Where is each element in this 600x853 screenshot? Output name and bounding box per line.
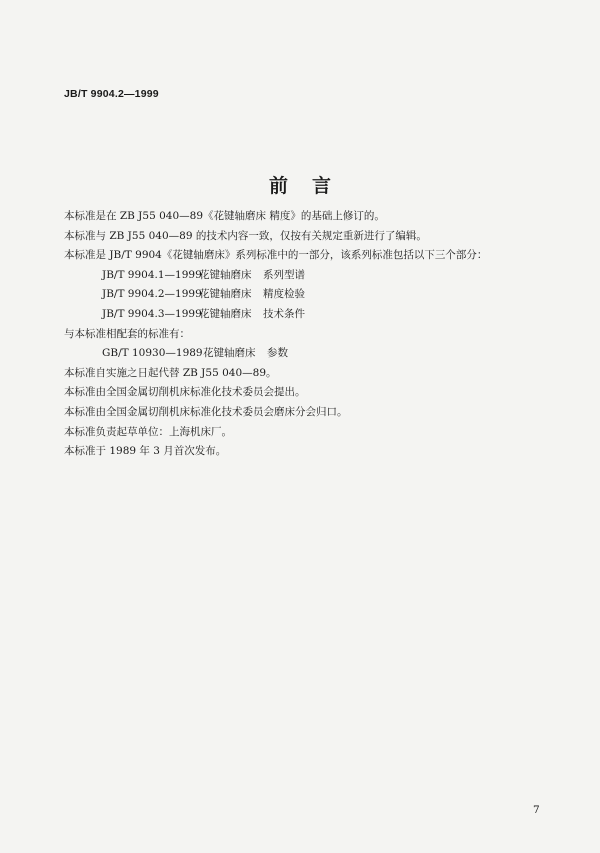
related-standard-name: 花键轴磨床: [203, 347, 256, 360]
series-part-row: [64, 285, 544, 305]
series-part-code: JB/T 9904.2—1999: [102, 288, 202, 301]
series-part-code: JB/T 9904.1—1999: [102, 268, 202, 281]
series-part-name: 花键轴磨床: [199, 288, 252, 301]
paragraph: 本标准负责起草单位：上海机床厂。: [64, 425, 232, 438]
series-part-row: [64, 305, 544, 325]
page-number: 7: [533, 804, 540, 816]
series-part-name: 花键轴磨床: [199, 307, 252, 320]
series-part-title: 精度检验: [263, 288, 305, 301]
paragraph: 本标准由全国金属切削机床标准化技术委员会提出。: [64, 386, 306, 399]
paragraph: 本标准与 ZB J55 040—89 的技术内容一致，仅按有关规定重新进行了编辑。: [64, 229, 427, 242]
series-part-code: JB/T 9904.3—1999: [102, 307, 202, 320]
foreword-body: [64, 207, 544, 462]
related-standard-row: [64, 344, 544, 364]
series-part-title: 技术条件: [263, 307, 305, 320]
series-part-title: 系列型谱: [263, 268, 305, 281]
related-standard-code: GB/T 10930—1989: [102, 347, 203, 360]
paragraph: 本标准是 JB/T 9904《花键轴磨床》系列标准中的一部分，该系列标准包括以下三个部分：: [64, 249, 488, 262]
series-part-name: 花键轴磨床: [199, 268, 252, 281]
related-standard-title: 参数: [267, 347, 288, 360]
page-title: 前言: [268, 175, 355, 197]
standard-code-header: JB/T 9904.2—1999: [64, 88, 159, 100]
paragraph: 本标准是在 ZB J55 040—89《花键轴磨床 精度》的基础上修订的。: [64, 210, 385, 222]
paragraph: 本标准自实施之日起代替 ZB J55 040—89。: [64, 366, 277, 379]
paragraph: 本标准于 1989 年 3 月首次发布。: [64, 445, 227, 458]
series-part-row: [64, 266, 544, 286]
paragraph: 本标准由全国金属切削机床标准化技术委员会磨床分会归口。: [64, 405, 348, 418]
related-standards-intro: 与本标准相配套的标准有：: [64, 327, 190, 340]
